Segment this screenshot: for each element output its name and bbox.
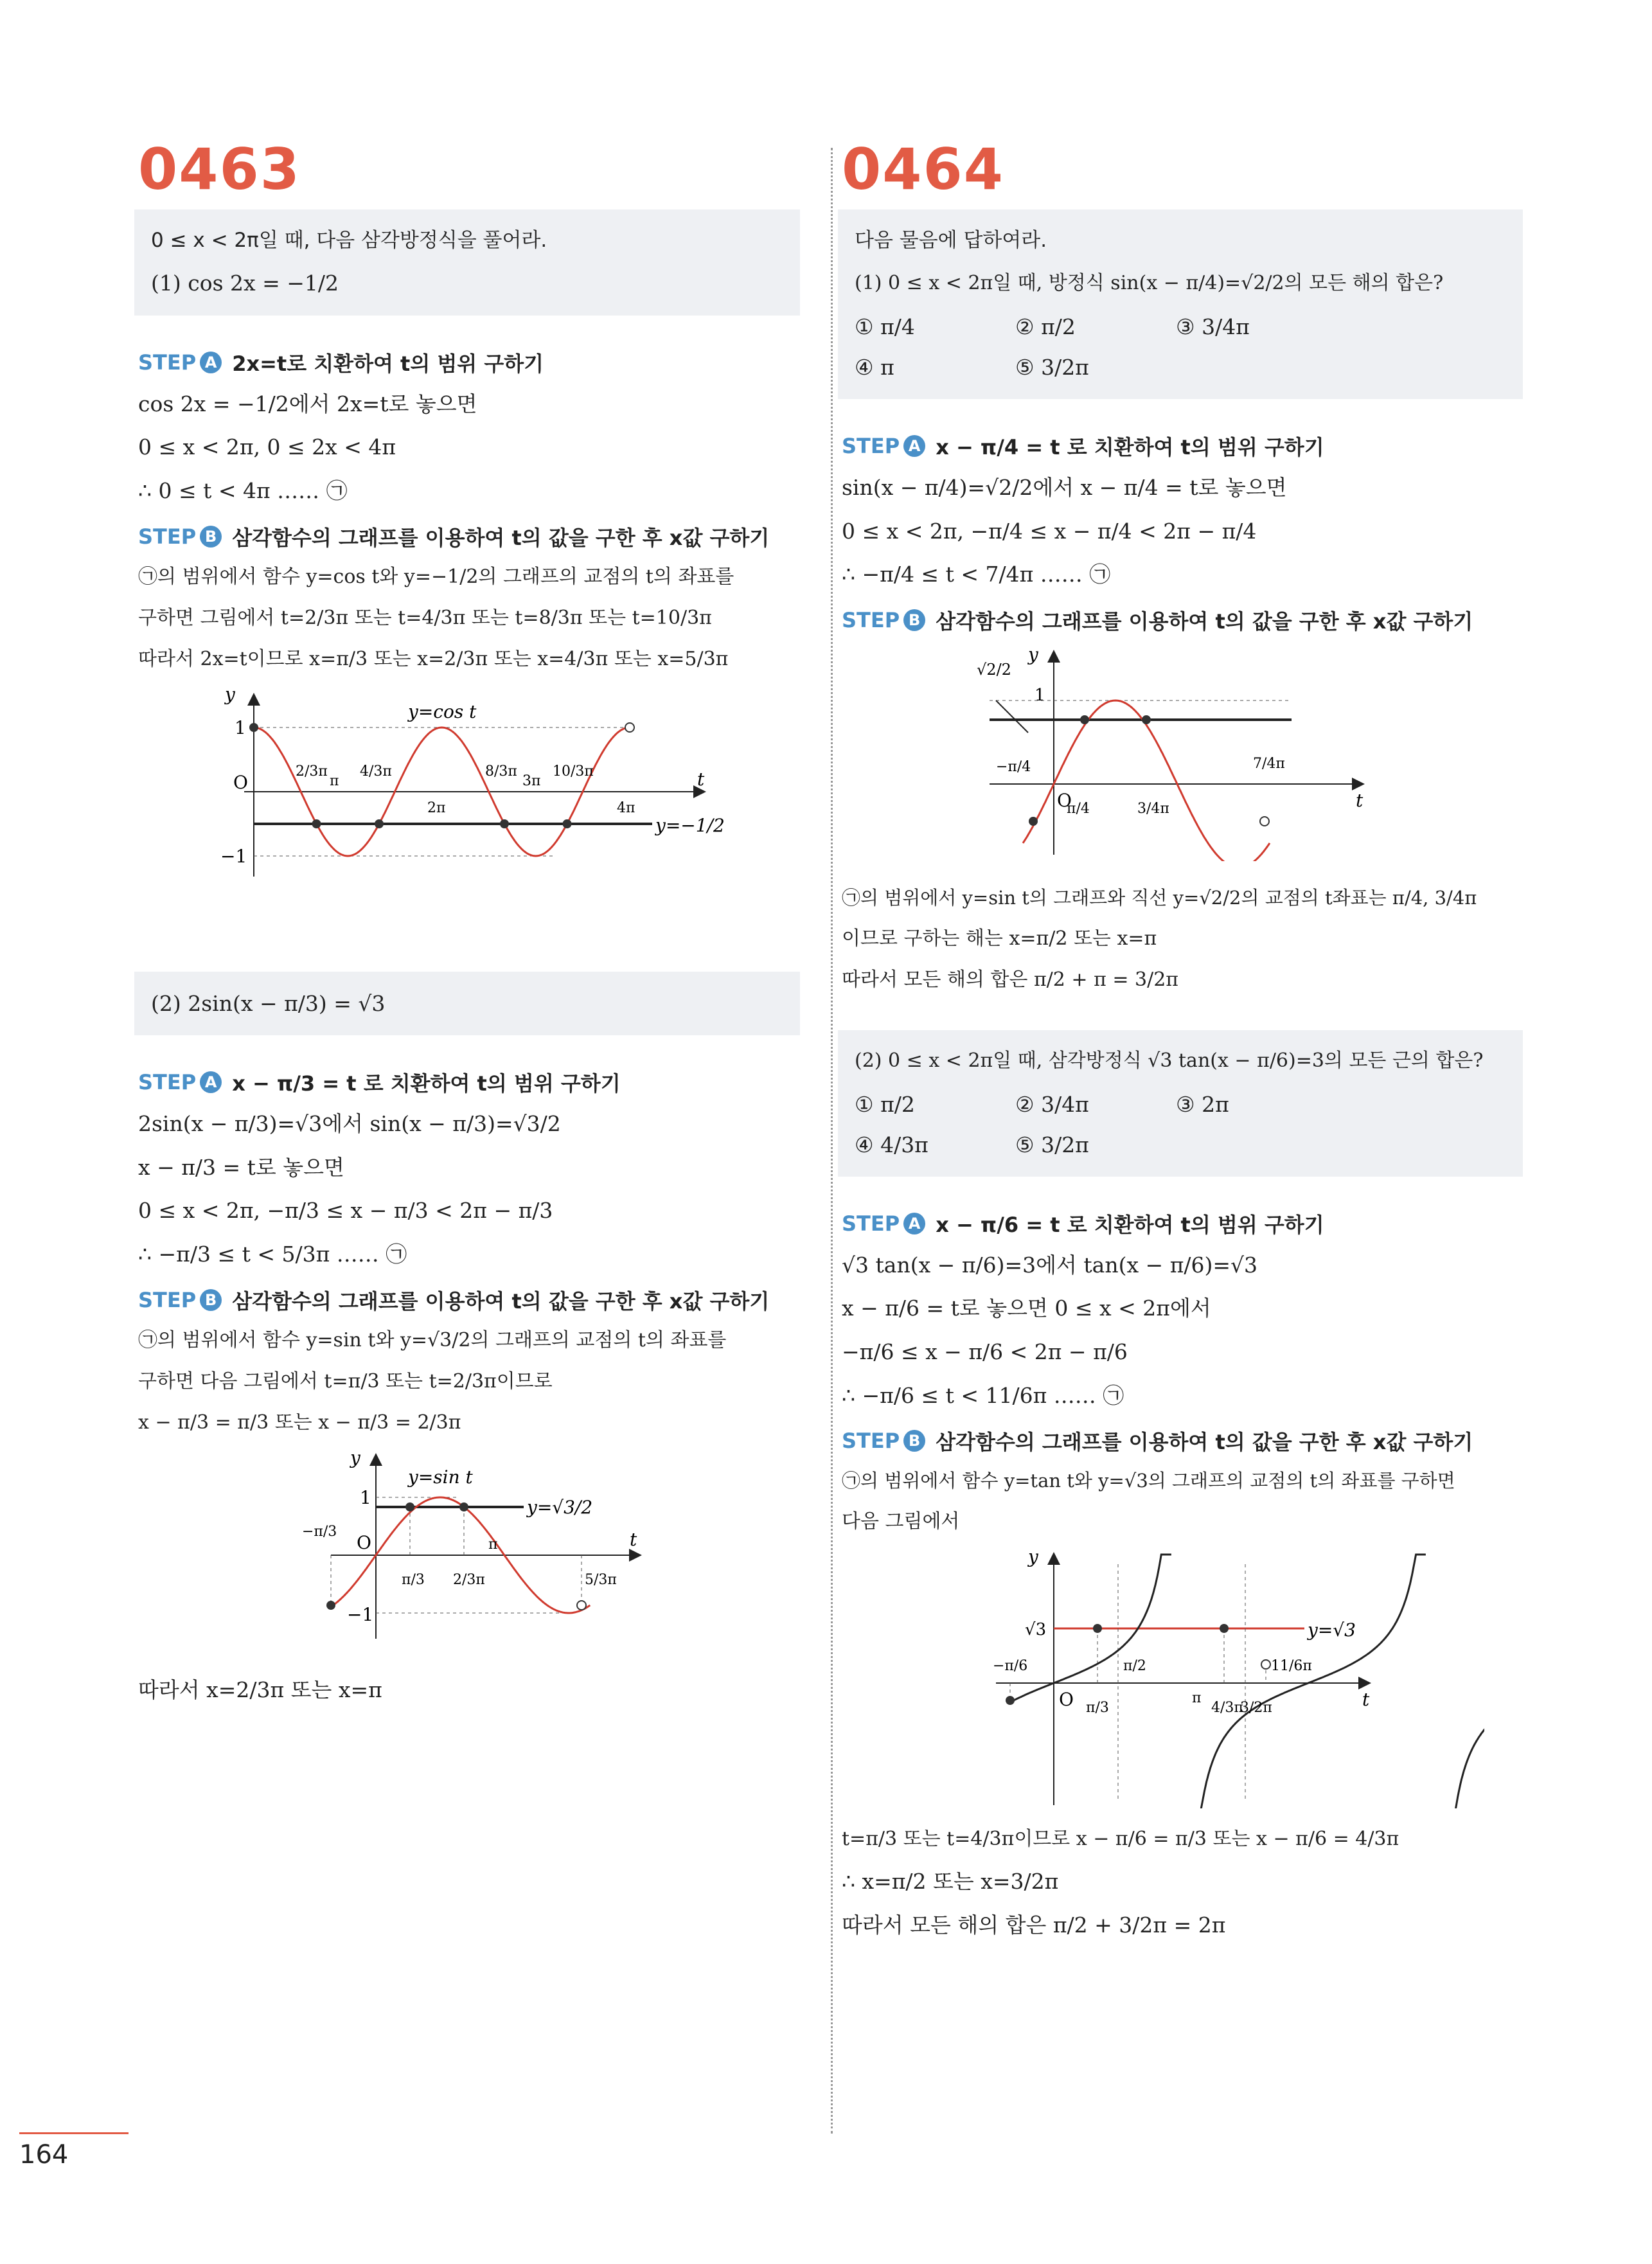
text-line: ∴ −π/4 ≤ t < 7/4π …… ㉠ <box>842 562 1111 587</box>
tick-label: −π/3 <box>302 1523 337 1540</box>
tick-label: −π/6 <box>993 1657 1028 1674</box>
step-tag: STEP <box>842 607 900 632</box>
step-tag: STEP <box>842 1429 900 1454</box>
q2-final <box>842 1828 1523 1938</box>
step-b-heading <box>138 1285 800 1315</box>
cosine-graph <box>138 689 781 895</box>
y-tick-label: 1 <box>235 717 246 738</box>
q1-stepB-body <box>842 887 1523 992</box>
text-line: 이므로 구하는 해는 x=π/2 또는 x=π <box>842 927 1157 950</box>
origin-label: O <box>233 771 248 793</box>
step-b-heading <box>842 1426 1523 1456</box>
tick-label: 8/3π <box>485 763 517 780</box>
option: ④ 4/3π <box>855 1132 928 1157</box>
step-letter-badge: B <box>903 1430 925 1452</box>
option: ② 3/4π <box>1015 1091 1089 1117</box>
question-box <box>838 209 1523 399</box>
text-line: 0 ≤ x < 2π, 0 ≤ 2x < 4π <box>138 434 396 460</box>
y-axis-label: y <box>1028 648 1038 665</box>
text-line: 다음 그림에서 <box>842 1510 960 1533</box>
part2-stepA-body <box>138 1111 800 1267</box>
tick-label: √3 <box>1025 1619 1047 1639</box>
column-divider <box>831 148 833 2134</box>
text-line: 0 ≤ x < 2π, −π/4 ≤ x − π/4 < 2π − π/4 <box>842 518 1257 544</box>
q2-stepA-body <box>842 1252 1523 1408</box>
answer-options <box>855 1092 1506 1157</box>
tick-label: π <box>330 772 339 789</box>
option: ① π/4 <box>855 314 915 340</box>
tick-label: π/2 <box>1123 1657 1146 1674</box>
part2-box <box>134 972 800 1036</box>
question-text: 0 ≤ x < 2π일 때, 다음 삼각방정식을 풀어라. <box>151 229 547 252</box>
text-line: 따라서 2x=t이므로 x=π/3 또는 x=2/3π 또는 x=4/3π 또는 x=5/3π <box>138 647 729 670</box>
tick-label: π/4 <box>1067 800 1090 817</box>
text-line: 따라서 모든 해의 합은 π/2 + 3/2π = 2π <box>842 1912 1226 1938</box>
part1-equation: (1) cos 2x = −1/2 <box>151 271 339 296</box>
part1-stepA-body <box>138 391 800 504</box>
part1-stepB-body <box>138 566 800 671</box>
option: ② π/2 <box>1015 314 1076 340</box>
step-tag: STEP <box>138 1287 197 1312</box>
text-line: ∴ −π/6 ≤ t < 11/6π …… ㉠ <box>842 1382 1124 1408</box>
text-line: ㉠의 범위에서 함수 y=sin t와 y=√3/2의 그래프의 교점의 t의 좌표를 <box>138 1328 727 1351</box>
step-b-heading <box>842 605 1523 635</box>
line-label: y=√3/2 <box>527 1496 593 1518</box>
y-axis-label: y <box>1028 1551 1038 1567</box>
question-2-box <box>838 1030 1523 1177</box>
step-letter-badge: A <box>903 1213 925 1235</box>
text-line: x − π/3 = π/3 또는 x − π/3 = 2/3π <box>138 1411 461 1434</box>
step-tag: STEP <box>138 1070 197 1095</box>
text-line: x − π/3 = t로 놓으면 <box>138 1154 344 1180</box>
tick-label: 1 <box>1035 685 1045 705</box>
text-line: 구하면 다음 그림에서 t=π/3 또는 t=2/3π이므로 <box>138 1369 553 1393</box>
problem-0464 <box>842 136 1523 1956</box>
q1-stepA-body <box>842 475 1523 587</box>
text-line: ∴ x=π/2 또는 x=3/2π <box>842 1868 1059 1894</box>
origin-label: O <box>1059 1688 1074 1710</box>
step-letter-badge: B <box>903 609 925 631</box>
option: ④ π <box>855 355 894 380</box>
step-tag: STEP <box>842 1211 900 1236</box>
step-letter-badge: A <box>200 352 222 373</box>
problem-0463 <box>138 136 800 1702</box>
step-a-heading <box>138 348 800 377</box>
step-title: x − π/6 = t 로 치환하여 t의 범위 구하기 <box>936 1212 1324 1237</box>
t-axis-label: t <box>1362 1688 1370 1710</box>
step-letter-badge: A <box>903 435 925 457</box>
tick-label: 7/4π <box>1253 755 1285 772</box>
option: ⑤ 3/2π <box>1015 1132 1089 1157</box>
intro-text: 다음 물음에 답하여라. <box>855 229 1047 252</box>
y-axis-label: y <box>350 1452 360 1468</box>
text-line: t=π/3 또는 t=4/3π이므로 x − π/6 = π/3 또는 x − π/6 = 4/3π <box>842 1827 1399 1850</box>
tick-label: 2/3π <box>296 763 328 780</box>
tick-label: 2/3π <box>453 1571 485 1588</box>
page-number: 164 <box>19 2140 69 2170</box>
tick-label: 2π <box>427 799 446 816</box>
step-tag: STEP <box>138 350 197 375</box>
part2-stepB-body <box>138 1329 800 1434</box>
tick-label: 3/2π <box>1240 1699 1272 1716</box>
text-line: ∴ 0 ≤ t < 4π …… ㉠ <box>138 477 348 503</box>
y-axis-label: y <box>225 688 235 705</box>
tick-label: 4/3π <box>360 763 392 780</box>
text-line: ㉠의 범위에서 y=sin t의 그래프와 직선 y=√2/2의 교점의 t좌표는 π/4, 3/4π <box>842 886 1477 909</box>
problem-number: 0463 <box>138 136 301 202</box>
sine-graph-q1 <box>842 649 1484 861</box>
text-line: x − π/6 = t로 놓으면 0 ≤ x < 2π에서 <box>842 1296 1211 1321</box>
step-title: x − π/4 = t 로 치환하여 t의 범위 구하기 <box>936 435 1324 460</box>
origin-label: O <box>357 1531 371 1553</box>
q2-stepB-body <box>842 1470 1523 1533</box>
t-axis-label: t <box>630 1528 637 1550</box>
tick-label: π <box>488 1536 498 1553</box>
step-letter-badge: A <box>200 1071 222 1093</box>
option: ① π/2 <box>855 1091 915 1117</box>
option: ⑤ 3/2π <box>1015 355 1089 380</box>
tick-label: π/3 <box>1086 1699 1109 1716</box>
question-1: (1) 0 ≤ x < 2π일 때, 방정식 sin(x − π/4)=√2/2의 모든 해의 합은? <box>855 272 1444 295</box>
question-2: (2) 0 ≤ x < 2π일 때, 삼각방정식 √3 tan(x − π/6)=3의 모든 근의 합은? <box>855 1049 1484 1072</box>
step-a-heading <box>138 1067 800 1097</box>
step-a-heading <box>842 431 1523 461</box>
t-axis-label: t <box>1356 789 1363 811</box>
y-tick-label: 1 <box>360 1486 371 1508</box>
tick-label: 4π <box>617 799 635 816</box>
step-b-heading <box>138 522 800 551</box>
text-line: 따라서 모든 해의 합은 π/2 + π = 3/2π <box>842 968 1179 991</box>
text-line: ㉠의 범위에서 함수 y=cos t와 y=−1/2의 그래프의 교점의 t의 좌표를 <box>138 565 734 588</box>
tick-label: 3π <box>522 772 541 789</box>
line-label: y=√3 <box>1308 1619 1356 1641</box>
tangent-graph <box>842 1551 1484 1808</box>
text-line: 2sin(x − π/3)=√3에서 sin(x − π/3)=√3/2 <box>138 1111 561 1137</box>
text-line: −π/6 ≤ x − π/6 < 2π − π/6 <box>842 1339 1128 1364</box>
part2-equation: (2) 2sin(x − π/3) = √3 <box>151 990 386 1016</box>
option: ③ 3/4π <box>1176 314 1250 340</box>
tick-label: 11/6π <box>1271 1657 1312 1674</box>
tick-label: 3/4π <box>1137 800 1169 817</box>
tick-label: −π/4 <box>996 758 1031 775</box>
problem-number: 0464 <box>842 136 1004 202</box>
question-box <box>134 209 800 316</box>
step-title: 2x=t로 치환하여 t의 범위 구하기 <box>232 351 544 376</box>
step-a-heading <box>842 1209 1523 1238</box>
step-title: 삼각함수의 그래프를 이용하여 t의 값을 구한 후 x값 구하기 <box>936 609 1473 634</box>
step-title: 삼각함수의 그래프를 이용하여 t의 값을 구한 후 x값 구하기 <box>232 1288 770 1314</box>
option: ③ 2π <box>1176 1091 1229 1117</box>
tick-label: 10/3π <box>553 763 594 780</box>
tick-label: 5/3π <box>585 1571 617 1588</box>
curve-label: y=sin t <box>408 1466 473 1488</box>
part2-final: 따라서 x=2/3π 또는 x=π <box>138 1677 382 1702</box>
text-line: √3 tan(x − π/6)=3에서 tan(x − π/6)=√3 <box>842 1252 1258 1278</box>
sine-graph <box>138 1452 781 1652</box>
answer-options <box>855 314 1506 380</box>
y-tick-label: −1 <box>347 1603 374 1625</box>
page-number-rule <box>19 2132 129 2134</box>
tick-label: π/3 <box>402 1571 425 1588</box>
text-line: cos 2x = −1/2에서 2x=t로 놓으면 <box>138 391 477 416</box>
tick-label: √2/2 <box>977 660 1011 679</box>
text-line: sin(x − π/4)=√2/2에서 x − π/4 = t로 놓으면 <box>842 475 1287 501</box>
step-title: x − π/3 = t 로 치환하여 t의 범위 구하기 <box>232 1071 621 1096</box>
text-line: ∴ −π/3 ≤ t < 5/3π …… ㉠ <box>138 1241 407 1267</box>
step-letter-badge: B <box>200 1289 222 1311</box>
tick-label: π <box>1192 1689 1202 1706</box>
step-tag: STEP <box>138 524 197 549</box>
tick-label: 4/3π <box>1211 1699 1243 1716</box>
t-axis-label: t <box>697 768 705 790</box>
text-line: ㉠의 범위에서 함수 y=tan t와 y=√3의 그래프의 교점의 t의 좌표를 구하면 <box>842 1470 1455 1492</box>
step-tag: STEP <box>842 434 900 459</box>
line-label: y=−1/2 <box>655 814 725 836</box>
step-letter-badge: B <box>200 526 222 548</box>
step-title: 삼각함수의 그래프를 이용하여 t의 값을 구한 후 x값 구하기 <box>232 525 770 550</box>
curve-label: y=cos t <box>408 700 477 722</box>
text-line: 구하면 그림에서 t=2/3π 또는 t=4/3π 또는 t=8/3π 또는 t=10/3π <box>138 606 712 629</box>
y-tick-label: −1 <box>220 845 247 867</box>
text-line: 0 ≤ x < 2π, −π/3 ≤ x − π/3 < 2π − π/3 <box>138 1198 553 1224</box>
step-title: 삼각함수의 그래프를 이용하여 t의 값을 구한 후 x값 구하기 <box>936 1430 1473 1455</box>
origin-label: O <box>1057 789 1072 811</box>
